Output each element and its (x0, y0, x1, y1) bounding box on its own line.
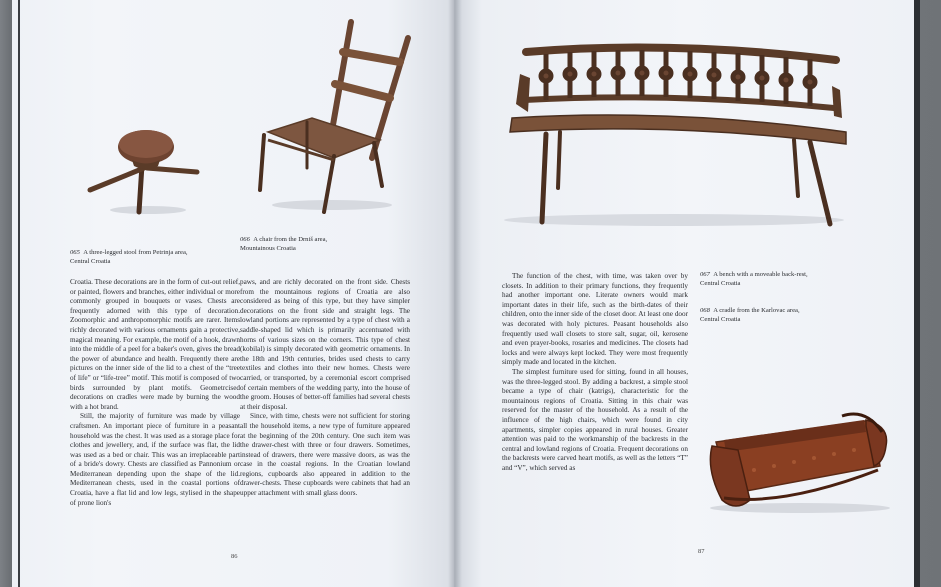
paragraph: The simplest furniture used for sitting, found in all houses, was the three-legged stool. By adding a backrest, a simple stool became a type of chair (katrigs), characteristic for the mountainous regions of Croatia. Sitting in this chair was reserved for the master of the household. As a result of the influence of the high chairs, which were found in city apartments, simpler copies appeared in rural houses. Greater attention was paid to the workmanship of the backrests in the central and lowland regions of Croatia. Frequent decorations on the backrests were carved heart motifs, as well as the letters “T” and “V”, which served as (502, 367, 688, 472)
paragraph: Still, the majority of furniture was made by village craftsmen. An important piece of furniture in a peasant household was the chest. It was used as a storage place for clothes and jewellery, and, if the surface was flat, the lid was used as a bed or chair. This was an irreplaceable part of a bride's dowry. Chests are classified as Pannonium or Mediterranean depending upon the shape of the lid. Mediterranean chests, used in the coastal portions of Croatia, have a flat lid and low legs, stylised in the shape of prone lion's (70, 412, 240, 507)
caption-title: A bench with a moveable back-rest, (713, 271, 808, 278)
text-column-3 (502, 272, 688, 473)
caption-title: A three-legged stool from Petrinja area, (83, 249, 188, 256)
caption-067 (700, 270, 860, 288)
page-edge-right (914, 0, 920, 587)
caption-region: Central Croatia (700, 316, 741, 323)
caption-title: A chair from the Drniš area, (253, 236, 328, 243)
caption-number: 067 (700, 271, 710, 278)
caption-number: 068 (700, 307, 710, 314)
text-column-1 (70, 278, 240, 508)
caption-number: 065 (70, 249, 80, 256)
text-column-2 (240, 278, 410, 499)
paragraph: paws, and are richly decorated on the front side. Chests from the mountainous regions of Croatia are also considered as being of this type, but they have simpler decorations on the front side and straight legs. The lowland portions are represented by a type of chest with a saddle-shaped lid which is primarily accentuated with horns of various sizes on the corners. This type of chest (kobilal) is simply decorated with geometric ornaments. In the 18th and 19th centuries, brides used chests to carry textiles and clothes into their new homes. Chests were carried, or transported, by a ceremonial escort comprised of certain members of the wedding party, into the house of the groom. Houses of better-off families had several chests at their disposal. (240, 278, 410, 411)
caption-region: Central Croatia (700, 280, 741, 287)
caption-region: Central Croatia (70, 258, 111, 265)
right-page (454, 0, 920, 587)
page-edge-left (18, 0, 20, 587)
page-number-right: 87 (698, 548, 705, 555)
caption-number: 066 (240, 236, 250, 243)
paragraph: Croatia. These decorations are in the form of cut-out relief, or painted, flowers and branches, either individual or more commonly grouped in bouquets or vases. Chests are frequently adorned with this type of decoration. Zoomorphic and anthropomorphic motifs are rarer. Items richly decorated with various ornaments gain a protective, magical meaning. For example, the motif of a hook, drawn into the middle of a peel for a baker's oven, gives the bread the power of abundance and health. Frequently there are pictures on the inner side of the lid to a chest of the “tree of life” or “life-tree” motif. This motif is composed of two birds surrounded by plant motifs. Geometrcised decorations on cradles were made by burning the wood with a hot brand. (70, 278, 240, 411)
caption-title: A cradle from the Karlovac area, (713, 307, 800, 314)
left-page (12, 0, 454, 587)
paragraph: Since, with time, chests were not sufficient for storing all the household items, a new type of furniture appeared at the beginning of the 20th century. One such item was the drawer-chest with three or four drawers. Sometimes, instead of drawers, there were massive doors, as was the case in the coastal regions. In the Croatian lowland regions, cupboards also appeared in addition to the drawer-chests. These cupboards were cabinets that had an upper attachment with small glass doors. (240, 412, 410, 498)
caption-region: Mountainous Croatia (240, 245, 296, 252)
caption-065 (70, 248, 220, 266)
page-number-left: 86 (231, 553, 238, 560)
caption-068 (700, 306, 860, 324)
caption-066 (240, 235, 390, 253)
paragraph: The function of the chest, with time, was taken over by closets. In addition to their primary functions, they frequently had another important one. Literate owners would mark important dates in their life, such as the birth-dates of their children, onto the inner side of the closet door. At least one door was decorated with holy pictures. Peasant households also frequently used wall closets to store salt, sugar, oil, kerosene and even prayer-books, rosaries and medicines. The closets had locks and were always kept locked. They were most frequently simply made and located in the kitchen. (502, 272, 688, 367)
book-gutter (448, 0, 462, 587)
